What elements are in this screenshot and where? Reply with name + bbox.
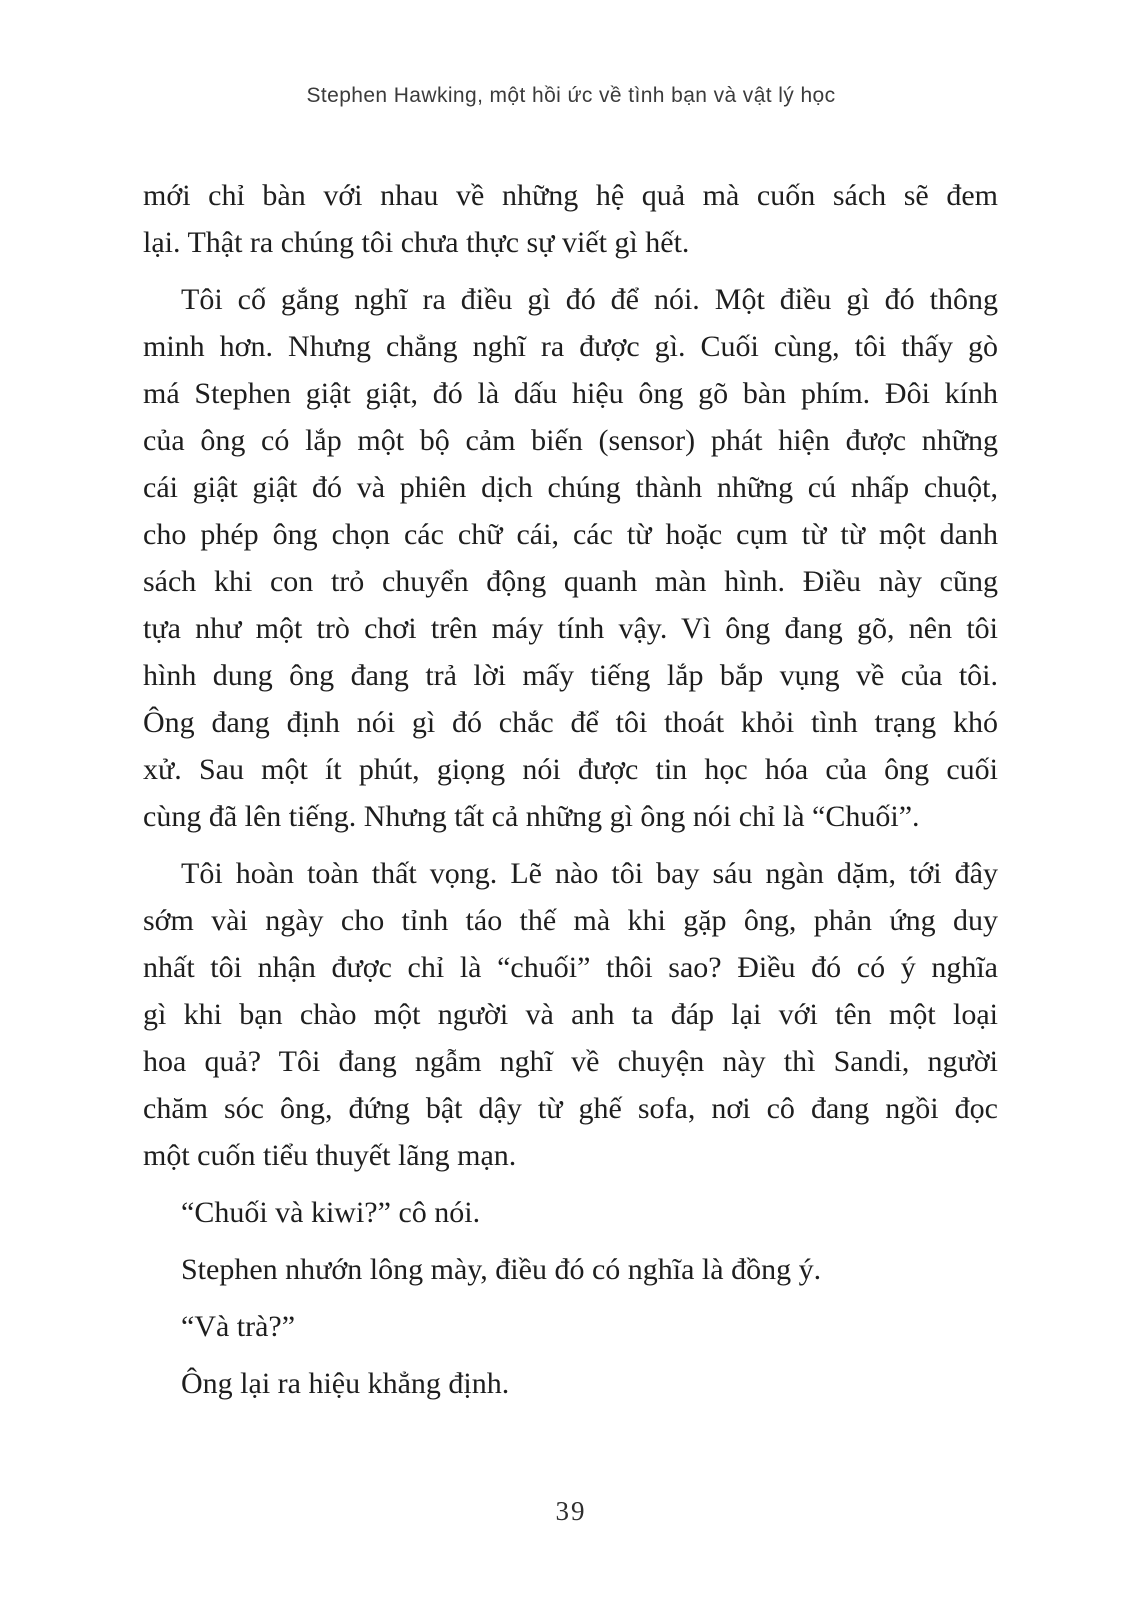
running-header: Stephen Hawking, một hồi ức về tình bạn và vật lý học: [306, 84, 836, 107]
paragraph: [143, 1303, 998, 1350]
paragraph: [143, 172, 998, 266]
paragraph: [143, 1189, 998, 1236]
body-text-block: [143, 172, 998, 1407]
body-line: cho phép ông chọn các chữ cái, các từ hoặc cụm từ từ một danh: [143, 518, 998, 551]
body-line: lại. Thật ra chúng tôi chưa thực sự viết gì hết.: [143, 226, 690, 259]
body-line: cùng đã lên tiếng. Nhưng tất cả những gì ông nói chỉ là “Chuối”.: [143, 800, 920, 833]
body-line: minh hơn. Nhưng chẳng nghĩ ra được gì. Cuối cùng, tôi thấy gò: [143, 330, 998, 363]
body-line: Stephen nhướn lông mày, điều đó có nghĩa là đồng ý.: [181, 1253, 822, 1286]
body-line: tựa như một trò chơi trên máy tính vậy. Vì ông đang gõ, nên tôi: [143, 612, 998, 645]
body-line: hoa quả? Tôi đang ngẫm nghĩ về chuyện này thì Sandi, người: [143, 1045, 998, 1078]
body-line: sớm vài ngày cho tỉnh táo thế mà khi gặp ông, phản ứng duy: [143, 904, 998, 937]
paragraph: [143, 1360, 998, 1407]
body-line: “Chuối và kiwi?” cô nói.: [181, 1196, 481, 1229]
body-line: Ông lại ra hiệu khẳng định.: [181, 1367, 510, 1400]
body-line: sách khi con trỏ chuyển động quanh màn hình. Điều này cũng: [143, 565, 998, 598]
page-number: 39: [555, 1496, 587, 1526]
body-line: chăm sóc ông, đứng bật dậy từ ghế sofa, nơi cô đang ngồi đọc: [143, 1092, 998, 1125]
body-line: hình dung ông đang trả lời mấy tiếng lắp bắp vụng về của tôi.: [143, 659, 998, 692]
body-line: mới chỉ bàn với nhau về những hệ quả mà cuốn sách sẽ đem: [143, 179, 998, 212]
paragraph: [143, 276, 998, 840]
body-line: Tôi hoàn toàn thất vọng. Lẽ nào tôi bay sáu ngàn dặm, tới đây: [181, 857, 998, 890]
body-line: Tôi cố gắng nghĩ ra điều gì đó để nói. Một điều gì đó thông: [181, 283, 998, 316]
paragraph: [143, 850, 998, 1179]
body-line: của ông có lắp một bộ cảm biến (sensor) phát hiện được những: [143, 424, 998, 457]
body-line: nhất tôi nhận được chỉ là “chuối” thôi sao? Điều đó có ý nghĩa: [143, 951, 998, 984]
body-line: Ông đang định nói gì đó chắc để tôi thoát khỏi tình trạng khó: [143, 706, 998, 739]
body-line: một cuốn tiểu thuyết lãng mạn.: [143, 1139, 517, 1172]
paragraph: [143, 1246, 998, 1293]
body-line: gì khi bạn chào một người và anh ta đáp lại với tên một loại: [143, 998, 998, 1031]
body-line: xử. Sau một ít phút, giọng nói được tin học hóa của ông cuối: [143, 753, 998, 786]
body-line: “Và trà?”: [181, 1310, 296, 1343]
body-line: cái giật giật đó và phiên dịch chúng thành những cú nhấp chuột,: [143, 471, 998, 504]
body-line: má Stephen giật giật, đó là dấu hiệu ông gõ bàn phím. Đôi kính: [143, 377, 998, 410]
